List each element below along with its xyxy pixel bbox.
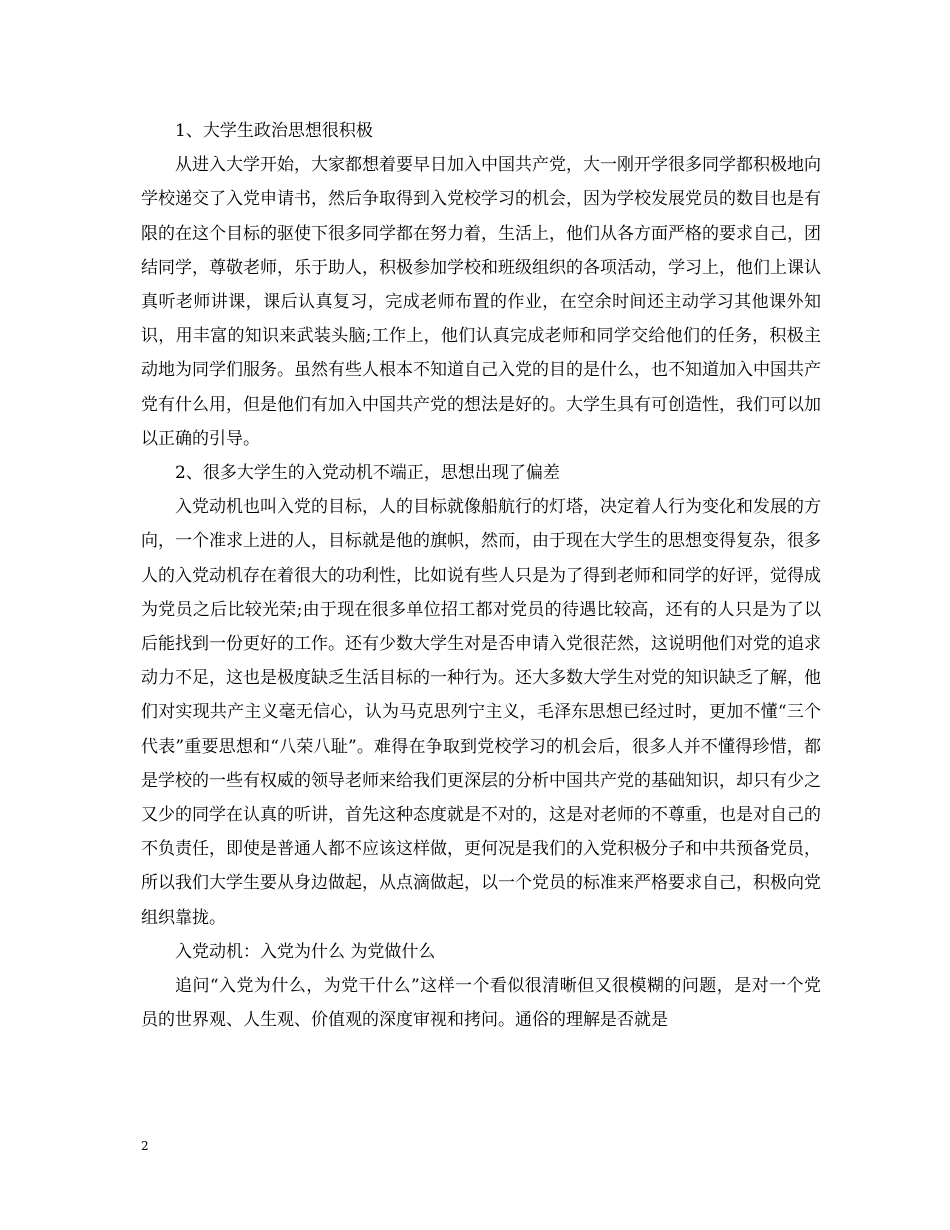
document-body	[141, 114, 821, 1037]
section-heading-1: 1、大学生政治思想很积极	[175, 121, 373, 141]
section-heading-3: 入党动机：入党为什么 为党做什么	[175, 941, 436, 962]
page-number: 2	[141, 1139, 149, 1153]
body-paragraph-2: 入党动机也叫入党的目标，人的目标就像船航行的灯塔，决定着人行为变化和发展的方向，一个准求上进的人，目标就是他的旗帜，然而，由于现在大学生的思想变得复杂，很多人的入党动机存在着很大的功利性，比如说有些人只是为了得到老师和同学的好评，觉得成为党员之后比较光荣;由于现在很多单位招工都对党员的待遇比较高，还有的人只是为了以后能找到一份更好的工作。还有少数大学生对是否申请入党很茫然，这说明他们对党的追求动力不足，这也是极度缺乏生活目标的一种行为。还大多数大学生对党的知识缺乏了解，他们对实现共产主义毫无信心，认为马克思列宁主义，毛泽东思想已经过时，更加不懂“三个代表”重要思想和“八荣八耻”。难得在争取到党校学习的机会后，很多人并不懂得珍惜，都是学校的一些有权威的领导老师来给我们更深层的分析中国共产党的基础知识，却只有少之又少的同学在认真的听讲，首先这种态度就是不对的，这是对老师的不尊重，也是对自己的不负责任，即使是普通人都不应该这样做，更何况是我们的入党积极分子和中共预备党员，所以我们大学生要从身边做起，从点滴做起，以一个党员的标准来严格要求自己，积极向党组织靠拢。	[141, 497, 821, 928]
body-paragraph-1: 从进入大学开始，大家都想着要早日加入中国共产党，大一刚开学很多同学都积极地向学校递交了入党申请书，然后争取得到入党校学习的机会，因为学校发展党员的数目也是有限的在这个目标的驱使下很多同学都在努力着，生活上，他们从各方面严格的要求自己，团结同学，尊敬老师，乐于助人，积极参加学校和班级组织的各项活动，学习上，他们上课认真听老师讲课，课后认真复习，完成老师布置的作业，在空余时间还主动学习其他课外知识，用丰富的知识来武装头脑;工作上，他们认真完成老师和同学交给他们的任务，积极主动地为同学们服务。虽然有些人根本不知道自己入党的目的是什么，也不知道加入中国共产党有什么用，但是他们有加入中国共产党的想法是好的。大学生具有可创造性，我们可以加以正确的引导。	[141, 155, 821, 449]
body-paragraph-3: 追问“入党为什么，为党干什么”这样一个看似很清晰但又很模糊的问题，是对一个党员的世界观、人生观、价值观的深度审视和拷问。通俗的理解是否就是	[141, 976, 821, 1031]
section-heading-2: 2、很多大学生的入党动机不端正，思想出现了偏差	[175, 463, 560, 484]
